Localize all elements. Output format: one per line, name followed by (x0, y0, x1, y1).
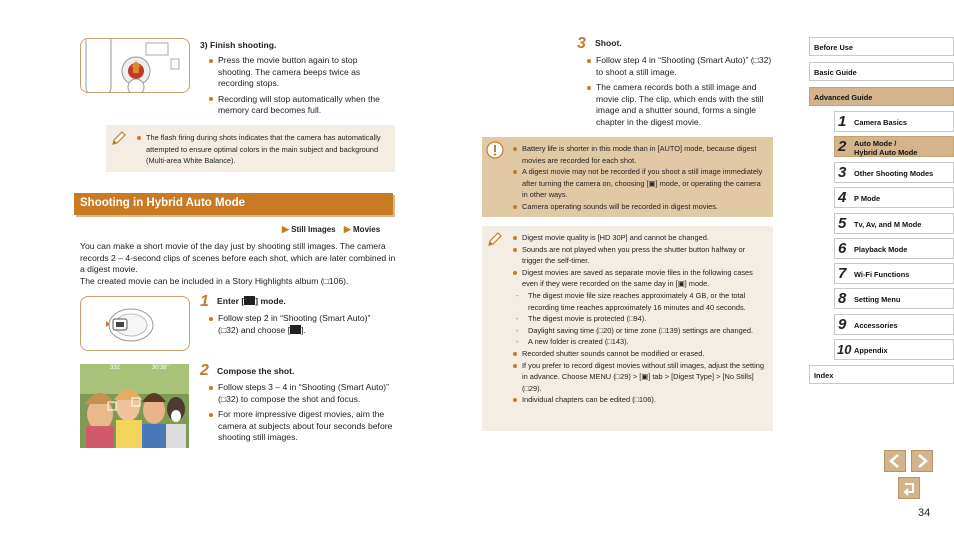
nav-chapter-4[interactable]: 4 P Mode (834, 187, 954, 208)
note-subitem: - Daylight saving time (□20) or time zone (□139) settings are changed. (512, 325, 767, 337)
camera-back-illustration (80, 38, 190, 93)
note-item: If you prefer to record digest movies without still images, adjust the setting in advance. Choose MENU (□29) > [▣] tab > [Digest Type] > [No Stills] (□29). (512, 360, 767, 395)
lcd-recording-time: 30'38" (152, 365, 169, 371)
step3-bullet-2: Recording will stop automatically when the memory card becomes full. (208, 94, 388, 117)
intro-text: You can make a short movie of the day just by shooting still images. The camera records 2 – 4-second clips of scenes before each shot, which are later combined in a digest movie. (80, 241, 396, 274)
mode-dial-illustration (80, 296, 190, 351)
return-icon (899, 478, 919, 498)
play-arrow-icon: ▶ (282, 224, 289, 234)
note-item: Sounds are not played when you press the shutter button halfway or trigger the self-timer. (512, 244, 767, 267)
book-ref-icon: □ (323, 275, 329, 286)
nav-before-use[interactable]: Before Use (809, 37, 954, 56)
chevron-right-icon (912, 451, 932, 471)
step1-number: 1 (200, 293, 209, 310)
caution-item: A digest movie may not be recorded if you shoot a still image immediately after turning the camera on, choosing [▣] mode, or operating the camera in other ways. (512, 166, 767, 201)
nav-chapter-2[interactable]: 2 Auto Mode / Hybrid Auto Mode (834, 136, 954, 157)
section-title: Shooting in Hybrid Auto Mode (80, 197, 246, 209)
step1-title: Enter [ ] mode. (217, 296, 286, 306)
note-subitem: - The digest movie file size reaches approximately 4 GB, or the total recording time reaches approximately 16 minutes and 40 seconds. (512, 290, 767, 313)
nav-basic-guide[interactable]: Basic Guide (809, 62, 954, 81)
step2-title: Compose the shot. (217, 366, 295, 376)
step3-bullet-1: Press the movie button again to stop shooting. The camera beeps twice as recording stops. (208, 55, 388, 90)
nav-advanced-guide[interactable]: Advanced Guide (809, 87, 954, 106)
note-box-1 (106, 125, 395, 172)
next-page-button[interactable] (911, 450, 933, 472)
step3-finish-title: 3) Finish shooting. (200, 40, 277, 50)
step3-shoot-bullet-2: The camera records both a still image and movie clip. The clip, which ends with the still image and a shutter sound, forms a single chapter in the digest movie. (586, 82, 776, 128)
camera-lcd-preview (80, 364, 189, 448)
movies-label: Movies (353, 225, 381, 234)
step2-number: 2 (200, 362, 209, 379)
step2-bullet-2: For more impressive digest movies, aim the camera at subjects about four seconds before shooting still images. (208, 409, 393, 444)
nav-index[interactable]: Index (809, 365, 954, 384)
step3-shoot-bullets (586, 55, 776, 128)
caution-icon (486, 141, 504, 164)
note-item: Digest movie quality is [HD 30P] and cannot be changed. (512, 232, 767, 244)
pencil-icon (486, 230, 504, 253)
nav-chapter-8[interactable]: 8 Setting Menu (834, 288, 954, 309)
lcd-shots-remaining: 332 (110, 365, 121, 371)
prev-page-button[interactable] (884, 450, 906, 472)
note-subitem: - A new folder is created (□143). (512, 336, 767, 348)
caution-item: Camera operating sounds will be recorded in digest movies. (512, 201, 767, 213)
nav-chapter-6[interactable]: 6 Playback Mode (834, 238, 954, 259)
play-arrow-icon: ▶ (343, 224, 351, 234)
caution-item: Battery life is shorter in this mode than in [AUTO] mode, because digest movies are recorded for each shot. (512, 143, 767, 166)
step2-bullets (208, 382, 393, 444)
still-images-label: Still Images (291, 225, 336, 234)
nav-chapter-3[interactable]: 3 Other Shooting Modes (834, 162, 954, 183)
nav-chapter-7[interactable]: 7 Wi-Fi Functions (834, 263, 954, 284)
intro-paragraph (80, 241, 398, 287)
note1-text: The flash firing during shots indicates that the camera has automatically attempted to ensure optimal colors in the main subject and background (Multi-area White Balance). (136, 132, 381, 167)
caution-box (482, 137, 773, 217)
step3-shoot-number: 3 (577, 35, 586, 52)
return-button[interactable] (898, 477, 920, 499)
step2-bullet-1: Follow steps 3 – 4 in “Shooting (Smart Auto)” (□32) to compose the shot and focus. (208, 382, 393, 405)
note-box-2 (482, 226, 773, 431)
nav-chapter-5[interactable]: 5 Tv, Av, and M Mode (834, 213, 954, 234)
book-ref-icon: □ (220, 393, 227, 404)
note-item: Digest movies are saved as separate movie files in the following cases even if they were recorded on the same day in [▣] mode. (512, 267, 767, 290)
page-number: 34 (918, 507, 931, 519)
hybrid-auto-mode-icon (244, 296, 255, 305)
note-item: Recorded shutter sounds cannot be modified or erased. (512, 348, 767, 360)
book-ref-icon: □ (753, 55, 759, 65)
note-subitem: - The digest movie is protected (□94). (512, 313, 767, 325)
nav-chapter-1[interactable]: 1 Camera Basics (834, 111, 954, 132)
hybrid-auto-mode-icon (290, 325, 301, 334)
step3-bullets (208, 55, 388, 117)
intro-text-2: The created movie can be included in a Story Highlights album (□106). (80, 275, 349, 286)
media-type-row (282, 224, 402, 236)
nav-chapter-9[interactable]: 9 Accessories (834, 314, 954, 335)
chevron-left-icon (885, 451, 905, 471)
step3-shoot-bullet-1: Follow step 4 in “Shooting (Smart Auto)” (□32) to shoot a still image. (586, 55, 776, 78)
nav-chapter-10[interactable]: 10 Appendix (834, 339, 954, 360)
notes-list (512, 232, 767, 406)
step1-bullet: Follow step 2 in “Shooting (Smart Auto)” (□32) and choose [ ]. (208, 313, 393, 336)
note-item: Individual chapters can be edited (□106). (512, 394, 767, 406)
caution-list (512, 143, 767, 213)
pencil-icon (110, 129, 128, 152)
book-ref-icon: □ (220, 324, 227, 335)
step3-shoot-title: Shoot. (595, 38, 622, 48)
section-title-bar (74, 193, 393, 215)
